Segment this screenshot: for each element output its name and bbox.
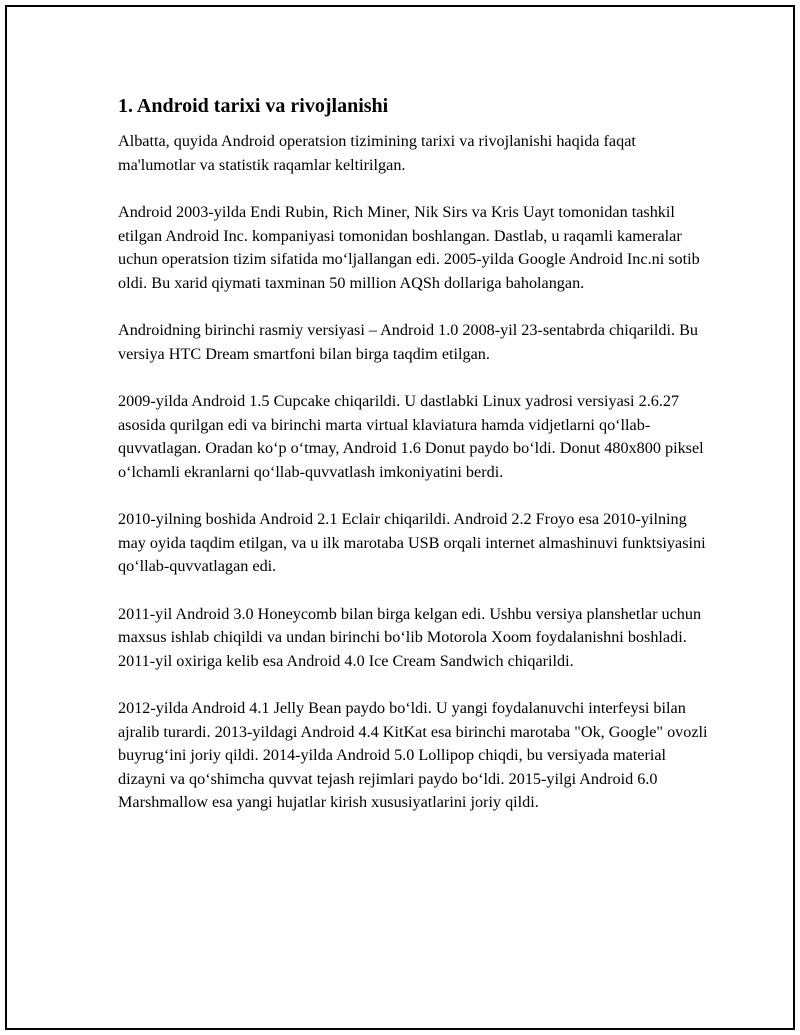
section-heading: 1. Android tarixi va rivojlanishi xyxy=(118,95,389,117)
paragraph-2012-2015: 2012-yilda Android 4.1 Jelly Bean paydo bo‘ldi. U yangi foydalanuvchi interfeysi bilan ajralib turardi. 2013-yildagi Android 4.4 KitKat esa birinchi marotaba "Ok, Google" ovozli buyrug‘ini joriy qildi. 2014-yilda Android 5.0 Lollipop chiqdi, bu versiyada material dizayni va qo‘shimcha quvvat tejash rejimlari paydo bo‘ldi. 2015-yilgi Android 6.0 Marshmallow esa yangi hujatlar kirish xususiyatlarini joriy qildi. xyxy=(118,699,708,811)
paragraph-origins: Android 2003-yilda Endi Rubin, Rich Miner, Nik Sirs va Kris Uayt tomonidan tashkil etilgan Android Inc. kompaniyasi tomonidan boshlangan. Dastlab, u raqamli kameralar uchun operatsion tizim sifatida mo‘ljallangan edi. 2005-yilda Google Android Inc.ni sotib oldi. Bu xarid qiymati taxminan 50 million AQSh dollariga baholangan. xyxy=(118,203,700,292)
paragraph-first-release: Androidning birinchi rasmiy versiyasi – Android 1.0 2008-yil 23-sentabrda chiqarildi. Bu versiya HTC Dream smartfoni bilan birga taqdim etilgan. xyxy=(118,321,698,363)
paragraph-2009: 2009-yilda Android 1.5 Cupcake chiqarildi. U dastlabki Linux yadrosi versiyasi 2.6.27 asosida qurilgan edi va birinchi marta virtual klaviatura hamda vidjetlarni qo‘llab-quvvatlagan. Oradan ko‘p o‘tmay, Android 1.6 Donut paydo bo‘ldi. Donut 480x800 piksel o‘lchamli ekranlarni qo‘llab-quvvatlash imkoniyatini berdi. xyxy=(118,392,704,481)
document-body xyxy=(118,94,708,839)
paragraph-intro: Albatta, quyida Android operatsion tizimining tarixi va rivojlanishi haqida faqat ma'lumotlar va statistik raqamlar keltirilgan. xyxy=(118,132,636,174)
paragraph-2010: 2010-yilning boshida Android 2.1 Eclair chiqarildi. Android 2.2 Froyo esa 2010-yilning may oyida taqdim etilgan, va u ilk marotaba USB orqali internet almashinuvi funktsiyasini qo‘llab-quvvatlagan edi. xyxy=(118,510,706,575)
paragraph-2011: 2011-yil Android 3.0 Honeycomb bilan birga kelgan edi. Ushbu versiya planshetlar uchun maxsus ishlab chiqildi va undan birinchi bo‘lib Motorola Xoom foydalanishni boshladi. 2011-yil oxiriga kelib esa Android 4.0 Ice Cream Sandwich chiqarildi. xyxy=(118,604,702,670)
